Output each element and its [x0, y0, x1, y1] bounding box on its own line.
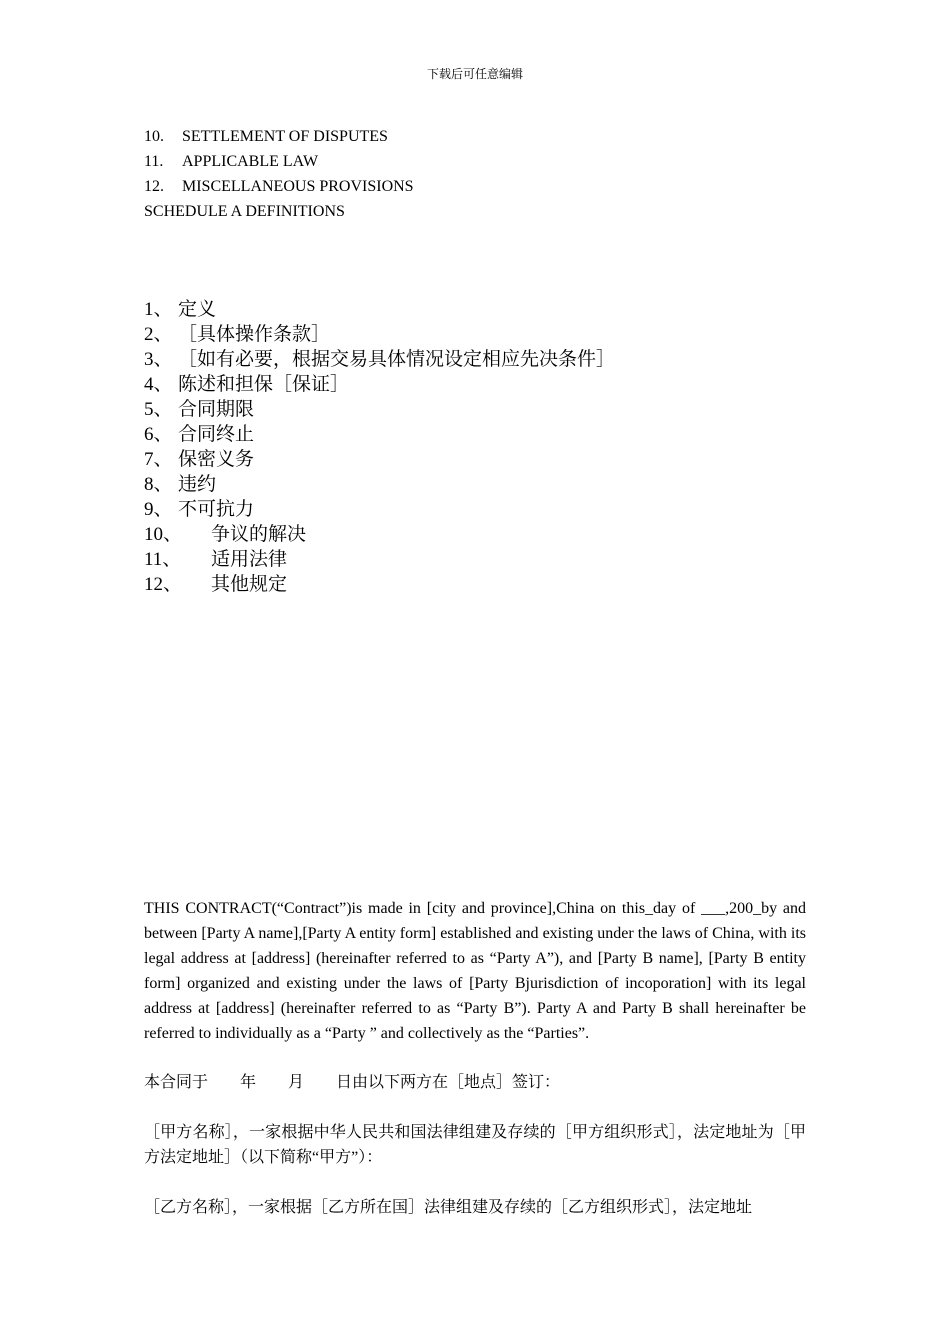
toc-item	[144, 547, 615, 572]
toc-item	[144, 447, 615, 472]
toc-item-number: 9、	[144, 499, 173, 520]
toc-item	[144, 522, 615, 547]
toc-item	[144, 322, 615, 347]
page-header: 下载后可任意编辑	[426, 67, 523, 81]
toc-item-label: 争议的解决	[211, 524, 307, 545]
toc-item-number: 8、	[144, 474, 173, 495]
toc-item	[144, 372, 615, 397]
toc-item-number: 10.	[144, 128, 164, 145]
toc-item-number: 5、	[144, 399, 173, 420]
contract-intro-english: THIS CONTRACT(“Contract”)is made in [city and province],China on this_day of ___,200_by and between [Party A name],[Party A entity form] established and existing under the laws of China, with its legal address at [address] (hereinafter referred to as “Party A”), and [Party B name], [Party B entity form] organized and existing under the laws of [Party Bjurisdiction of incoporation] with its legal address at [address] (hereinafter referred to as “Party B”). Party A and Party B shall hereinafter be referred to individually as a “Party ” and collectively as the “Parties”.	[144, 900, 806, 1042]
toc-item-label: SETTLEMENT OF DISPUTES	[182, 128, 388, 145]
toc-item-label: 合同终止	[178, 424, 255, 445]
toc-item	[144, 297, 615, 322]
party-a-paragraph: ［甲方名称］，一家根据中华人民共和国法律组建及存续的［甲方组织形式］，法定地址为［甲方法定地址］（以下简称“甲方”）：	[144, 1124, 806, 1166]
english-table-of-contents	[144, 124, 414, 224]
chinese-table-of-contents	[144, 297, 615, 597]
toc-item	[144, 422, 615, 447]
toc-item	[144, 472, 615, 497]
party-b-paragraph: ［乙方名称］，一家根据［乙方所在国］法律组建及存续的［乙方组织形式］，法定地址	[144, 1199, 753, 1216]
toc-item-number: 10、	[144, 524, 183, 545]
toc-item-label: 适用法律	[211, 549, 288, 570]
toc-item-number: 6、	[144, 424, 173, 445]
toc-item	[144, 497, 615, 522]
toc-item-number: 11、	[144, 549, 182, 570]
toc-item-label: 违约	[178, 474, 217, 495]
toc-item-label: ［如有必要，根据交易具体情况设定相应先决条件］	[178, 349, 616, 370]
toc-item-number: 1、	[144, 299, 173, 320]
toc-item-label: 不可抗力	[178, 499, 255, 520]
toc-item	[144, 347, 615, 372]
toc-item-label: APPLICABLE LAW	[182, 153, 319, 170]
toc-item	[144, 174, 414, 199]
toc-item-label: MISCELLANEOUS PROVISIONS	[182, 178, 414, 195]
toc-item-label: 定义	[178, 299, 217, 320]
toc-item	[144, 397, 615, 422]
contract-intro-chinese: 本合同于 年 月 日由以下两方在［地点］签订：	[144, 1074, 561, 1091]
toc-item-label: 保密义务	[178, 449, 255, 470]
toc-item	[144, 572, 615, 597]
toc-item-label: ［具体操作条款］	[178, 324, 331, 345]
toc-item-number: 11.	[144, 153, 164, 170]
toc-item-label: 合同期限	[178, 399, 255, 420]
toc-item	[144, 124, 414, 149]
toc-item-number: 3、	[144, 349, 173, 370]
toc-item-number: 7、	[144, 449, 173, 470]
toc-schedule: SCHEDULE A DEFINITIONS	[144, 203, 345, 220]
toc-item-number: 2、	[144, 324, 173, 345]
toc-item-number: 12.	[144, 178, 164, 195]
toc-item-label: 陈述和担保［保证］	[178, 374, 350, 395]
toc-item-number: 4、	[144, 374, 173, 395]
toc-item-label: 其他规定	[211, 574, 288, 595]
toc-item-number: 12、	[144, 574, 183, 595]
toc-item	[144, 149, 414, 174]
